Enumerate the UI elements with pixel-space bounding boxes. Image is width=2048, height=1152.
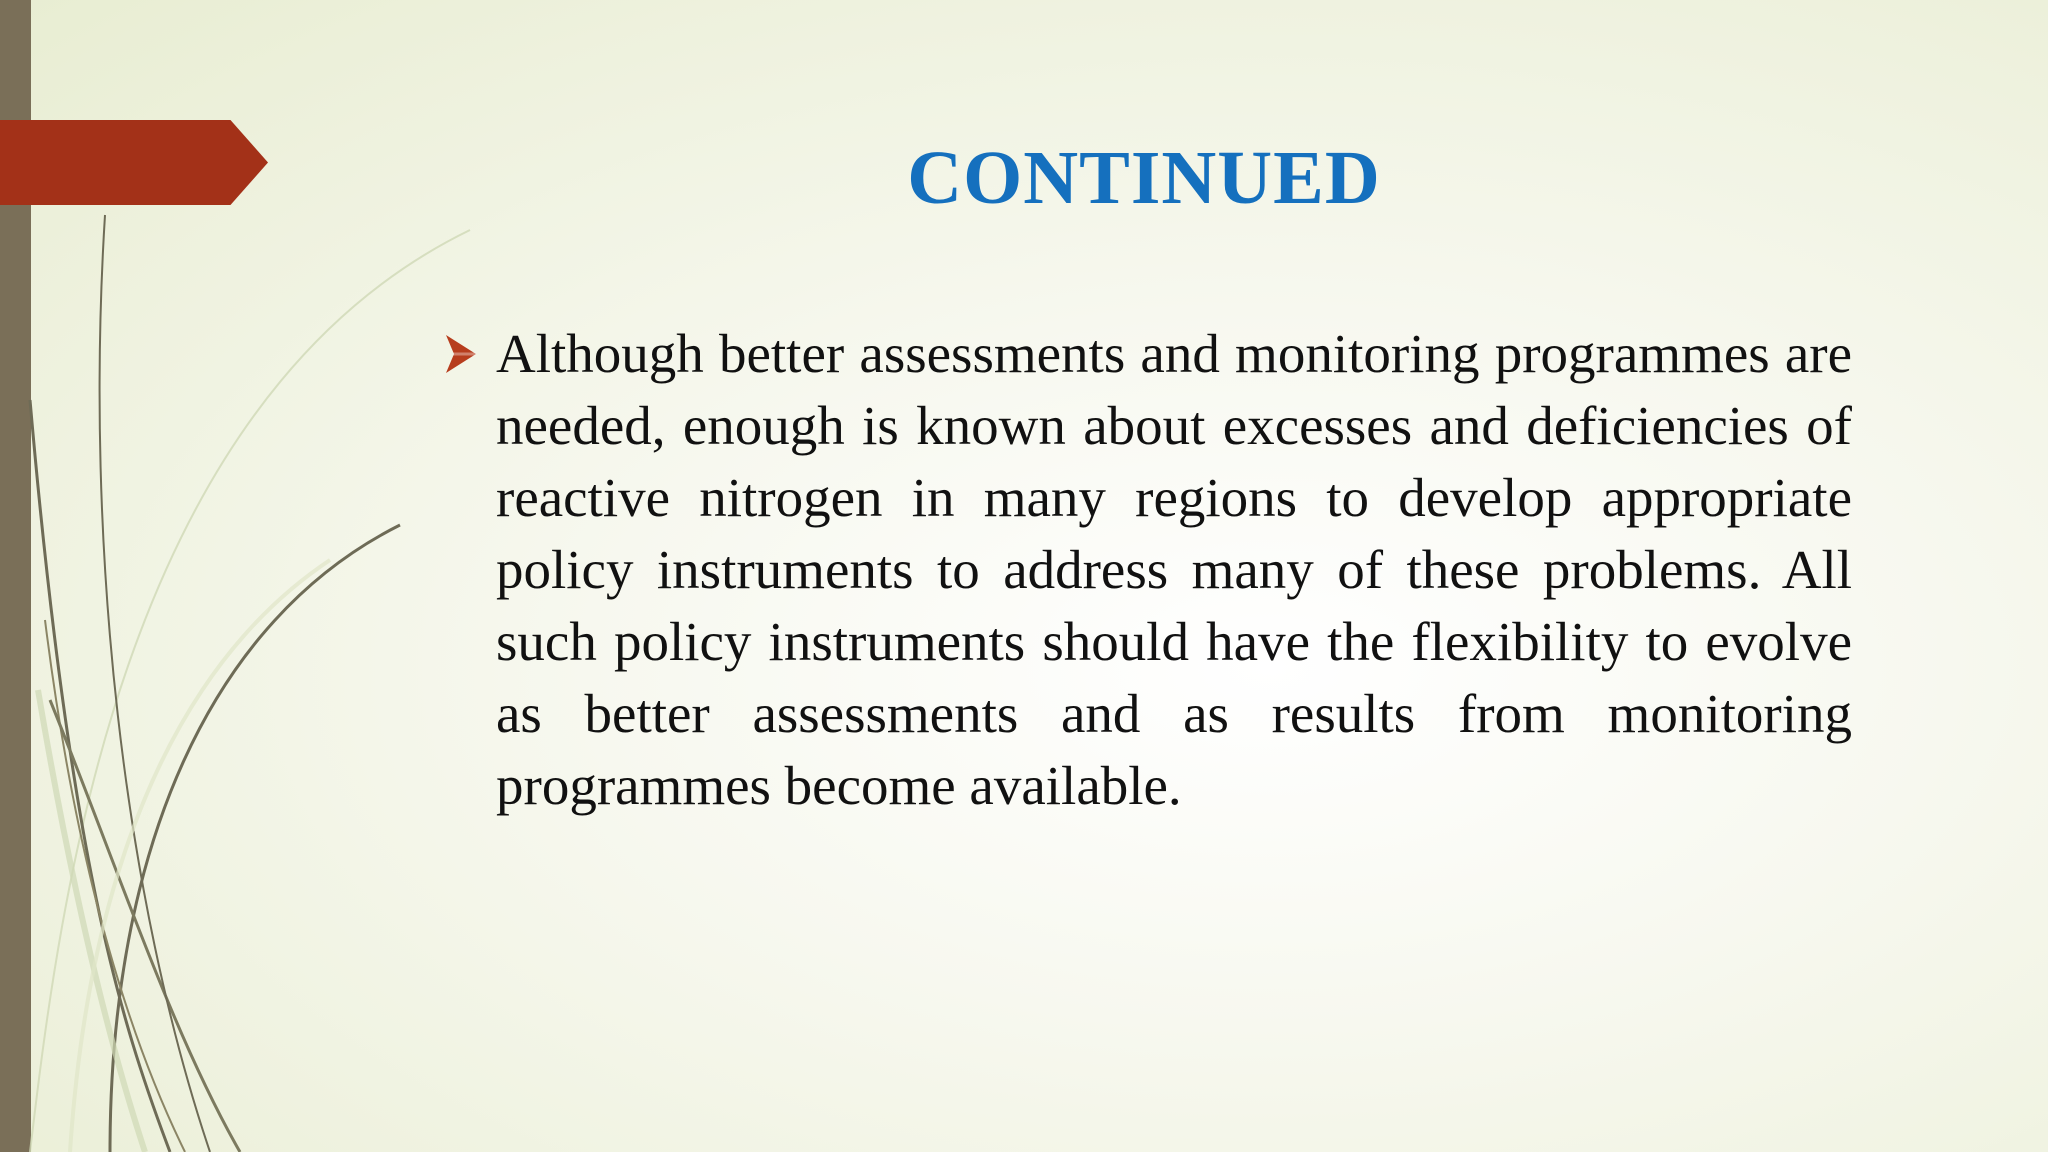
bullet-paragraph: Although better assessments and monitoring programmes are needed, enough is known about excesses and deficiencies of reactive nitrogen in many regions to develop appropriate policy instruments to address many of these problems. All such policy instruments should have the flexibility to evolve as better assessments and as results from monitoring programmes become available.	[496, 323, 1852, 816]
slide-title: CONTINUED	[907, 136, 1381, 220]
arrow-bullet-icon	[440, 332, 480, 376]
bullet-list	[440, 318, 1852, 918]
